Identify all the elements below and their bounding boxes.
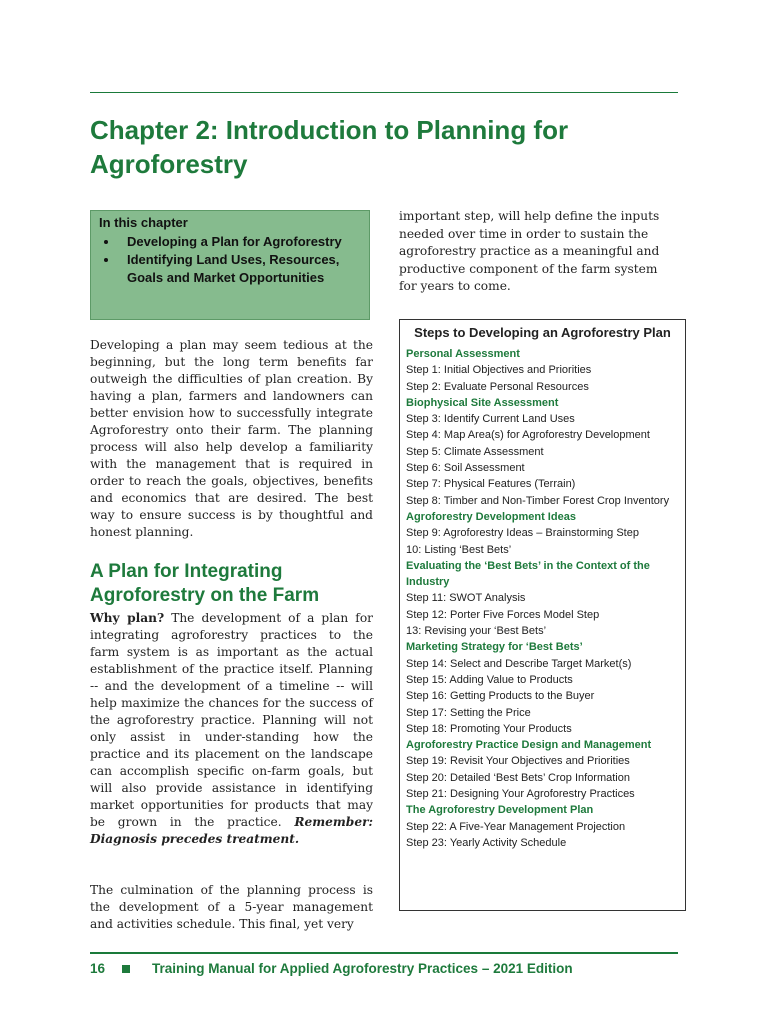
steps-box <box>399 319 686 911</box>
steps-section-heading: Agroforestry Practice Design and Management <box>406 739 652 752</box>
step-item: Step 20: Detailed ‘Best Bets’ Crop Information <box>406 771 630 784</box>
steps-section-heading: Agroforestry Development Ideas <box>406 510 576 523</box>
step-item: Step 5: Climate Assessment <box>406 445 544 458</box>
step-item: Step 16: Getting Products to the Buyer <box>406 690 595 703</box>
in-this-chapter-box <box>90 210 370 320</box>
why-plan-paragraph <box>90 610 373 848</box>
page-footer <box>90 961 690 976</box>
square-bullet-icon <box>122 965 130 973</box>
step-item: Step 18: Promoting Your Products <box>406 722 572 735</box>
step-item: Step 2: Evaluate Personal Resources <box>406 380 589 393</box>
step-item: Step 4: Map Area(s) for Agroforestry Development <box>406 429 650 442</box>
steps-section-heading: Marketing Strategy for ‘Best Bets’ <box>406 641 583 654</box>
step-item: Step 21: Designing Your Agroforestry Practices <box>406 788 635 801</box>
why-plan-body: The development of a plan for integrating agroforestry practices to the farm system is as important as the actual establishment of the practice itself. Planning -- and the development of a timeline -- will help maximize the chances for the success of the agroforestry practice. Planning will not only assist in under-standing how the practice and its placement on the landscape can accomplish specific on-farm goals, but will also provide assistance in identifying market opportunities for products that may be grown in the practice. <box>90 611 373 829</box>
footer-title: Training Manual for Applied Agroforestry Practices – 2021 Edition <box>152 961 573 976</box>
intro-paragraph: Developing a plan may seem tedious at the beginning, but the long term benefits far outweigh the difficulties of plan creation. By having a plan, farmers and landowners can better envision how to successfully integrate Agroforestry onto their farm. The planning process will also help develop a familiarity with the management that is required in order to reach the goals, objectives, benefits and economics that are desired. The best way to ensure success is by thoughtful and honest planning. <box>90 338 373 539</box>
steps-section-heading: The Agroforestry Development Plan <box>406 804 594 817</box>
why-plan-emphasis: Remember: Diagnosis precedes treatment. <box>90 815 373 846</box>
chapter-title: Chapter 2: Introduction to Planning for Agroforestry <box>90 115 569 179</box>
step-item: Step 17: Setting the Price <box>406 706 531 719</box>
step-item: Step 8: Timber and Non-Timber Forest Crop Inventory <box>406 494 670 507</box>
step-item: Step 12: Porter Five Forces Model Step <box>406 608 600 621</box>
in-this-chapter-item: • Identifying Land Uses, Resources, Goals and Market Opportunities <box>119 251 361 287</box>
in-this-chapter-list <box>99 233 361 287</box>
page-number: 16 <box>90 961 106 976</box>
step-item: Step 11: SWOT Analysis <box>406 592 526 605</box>
steps-section-heading: Evaluating the ‘Best Bets’ in the Context of the Industry <box>406 559 650 589</box>
step-item: Step 23: Yearly Activity Schedule <box>406 836 567 849</box>
step-item: Step 1: Initial Objectives and Priorities <box>406 364 592 377</box>
bottom-rule <box>90 952 678 954</box>
step-item: 13: Revising your ‘Best Bets’ <box>406 625 547 638</box>
steps-section-heading: Personal Assessment <box>406 348 520 360</box>
steps-box-title: Steps to Developing an Agroforestry Plan <box>414 325 671 340</box>
step-item: Step 9: Agroforestry Ideas – Brainstorming Step <box>406 527 639 540</box>
step-item: Step 22: A Five-Year Management Projection <box>406 820 626 833</box>
step-item: Step 7: Physical Features (Terrain) <box>406 478 576 491</box>
in-this-chapter-item: • Developing a Plan for Agroforestry <box>119 233 361 251</box>
step-item: Step 15: Adding Value to Products <box>406 673 573 686</box>
step-item: Step 3: Identify Current Land Uses <box>406 413 575 426</box>
step-item: 10: Listing ‘Best Bets’ <box>406 543 512 556</box>
in-this-chapter-heading: In this chapter <box>99 215 188 230</box>
section-heading: A Plan for Integrating Agroforestry on the Farm <box>90 561 320 606</box>
why-plan-lead: Why plan? <box>90 611 165 625</box>
step-item: Step 6: Soil Assessment <box>406 462 525 475</box>
top-rule <box>90 92 678 93</box>
step-item: Step 19: Revisit Your Objectives and Priorities <box>406 755 630 768</box>
continuation-paragraph: important step, will help define the inputs needed over time in order to sustain the agroforestry practice as a meaningful and productive component of the farm system for years to come. <box>399 209 660 293</box>
step-item: Step 14: Select and Describe Target Market(s) <box>406 657 632 670</box>
culmination-paragraph: The culmination of the planning process is the development of a 5-year management and activities schedule. This final, yet very <box>90 883 373 931</box>
steps-list <box>406 346 679 851</box>
steps-section-heading: Biophysical Site Assessment <box>406 396 559 409</box>
